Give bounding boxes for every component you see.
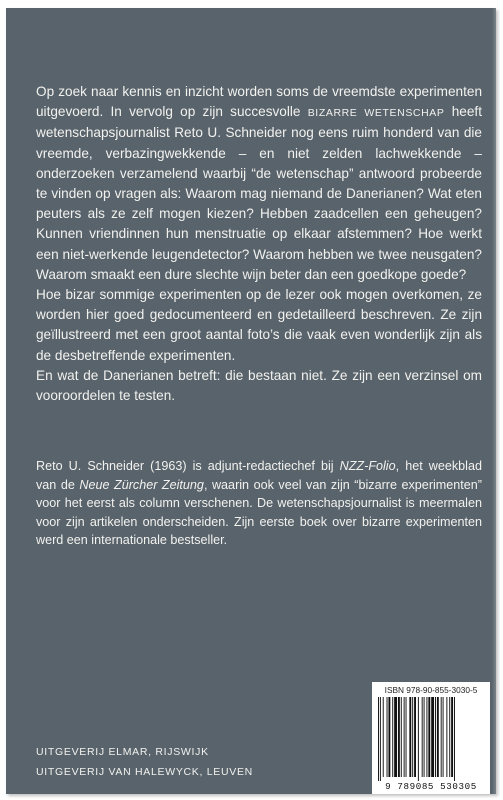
barcode-bar	[428, 697, 430, 777]
barcode-bar	[383, 697, 384, 777]
blurb-paragraph-3: En wat de Danerianen betreft: die bestaan niet. Ze zijn een verzinsel om vooroordelen te testen.	[36, 367, 482, 404]
barcode-bar	[414, 697, 416, 777]
author-bio-paragraph	[36, 457, 482, 550]
publishers	[36, 742, 253, 782]
barcode-bar	[378, 697, 379, 781]
barcode-bar	[435, 697, 436, 777]
barcode-bar	[394, 697, 397, 777]
barcode-bar	[437, 697, 439, 777]
barcode-bar	[404, 697, 405, 777]
barcode-bar	[418, 697, 419, 781]
blurb-paragraph-2: Hoe bizar sommige experimenten op de lezer ook mogen overkomen, ze worden hier goed gedocumenteerd en gedetailleerd beschreven. Ze zijn geïllustreerd met een groot aantal foto’s die vaak even wonderlijk zijn als de desbetreffende experimenten.	[36, 287, 482, 363]
publisher-line-2: UITGEVERIJ VAN HALEWYCK, LEUVEN	[36, 766, 253, 778]
barcode-bar	[406, 697, 407, 777]
magazine-name: NZZ-Folio	[339, 459, 396, 473]
barcode-bar	[454, 697, 455, 781]
isbn-barcode	[372, 682, 490, 794]
isbn-label: ISBN 978-90-855-3030-5	[384, 685, 478, 695]
barcode-bar	[392, 697, 393, 777]
bio-part-3: , waarin ook veel van zijn “bizarre experimenten” voor het eerst als column verschenen. De wetenschapsjournalist is meermalen voor zijn artikelen onderscheiden. Zijn eerste boek over bizarre experimenten werd een internationale bestseller.	[36, 477, 483, 548]
bio-part-1: Reto U. Schneider (1963) is adjunt-redactiechef bij	[36, 459, 340, 473]
newspaper-name: Neue Zürcher Zeitung	[79, 477, 204, 492]
barcode-bar	[388, 697, 390, 777]
author-bio	[36, 457, 482, 550]
barcode-bar	[449, 697, 450, 777]
blurb-p1-rest: heeft wetenschapsjournalist Reto U. Schneider nog eens ruim honderd van die vreemde, verbazingwekkende – en niet zelden lachwekkende – onderzoeken verzamelend waarbij “de wetenschap” antwoord probeerde te vinden op vragen als: Waarom mag niemand de Danerianen? Wat eten peuters als ze zelf mogen kiezen? Hebben zaadcellen een geheugen? Kunnen vriendinnen hun menstruatie op elkaar afstemmen? Hoe werkt een niet-werkende leugendetector? Waarom hebben we twee neusgaten? Waarom smaakt een dure slechte wijn beter dan een goedkope goede?	[36, 104, 482, 282]
barcode-digits: 9 789085 530305	[385, 781, 477, 792]
barcode-bar	[380, 697, 381, 781]
barcode-bar	[443, 697, 444, 777]
blurb-paragraph-1	[36, 82, 482, 285]
barcode-bar	[398, 697, 400, 777]
barcode-bar	[441, 697, 442, 777]
blurb-text	[36, 82, 482, 406]
barcode-bar	[412, 697, 413, 777]
barcode-bar	[451, 697, 453, 777]
publisher-line-1: UITGEVERIJ ELMAR, RIJSWIJK	[36, 746, 209, 758]
barcode-bar	[431, 697, 434, 777]
previous-book-title: BIZARRE WETENSCHAP	[307, 107, 445, 120]
barcode-bar	[387, 697, 388, 777]
book-back-cover	[6, 8, 496, 794]
barcode-bar	[422, 697, 423, 777]
barcode-bar	[409, 697, 411, 777]
barcode-bars	[378, 697, 484, 781]
barcode-bar	[401, 697, 402, 777]
barcode-bar	[446, 697, 447, 777]
barcode-bar	[426, 697, 427, 777]
barcode-bar	[424, 697, 425, 777]
blurb-p1-start: Op zoek naar kennis en inzicht worden soms de vreemdste experimenten uitgevoerd. In vervolg op zijn succesvolle	[36, 84, 482, 120]
bio-part-2: , het weekblad van de	[36, 459, 482, 492]
